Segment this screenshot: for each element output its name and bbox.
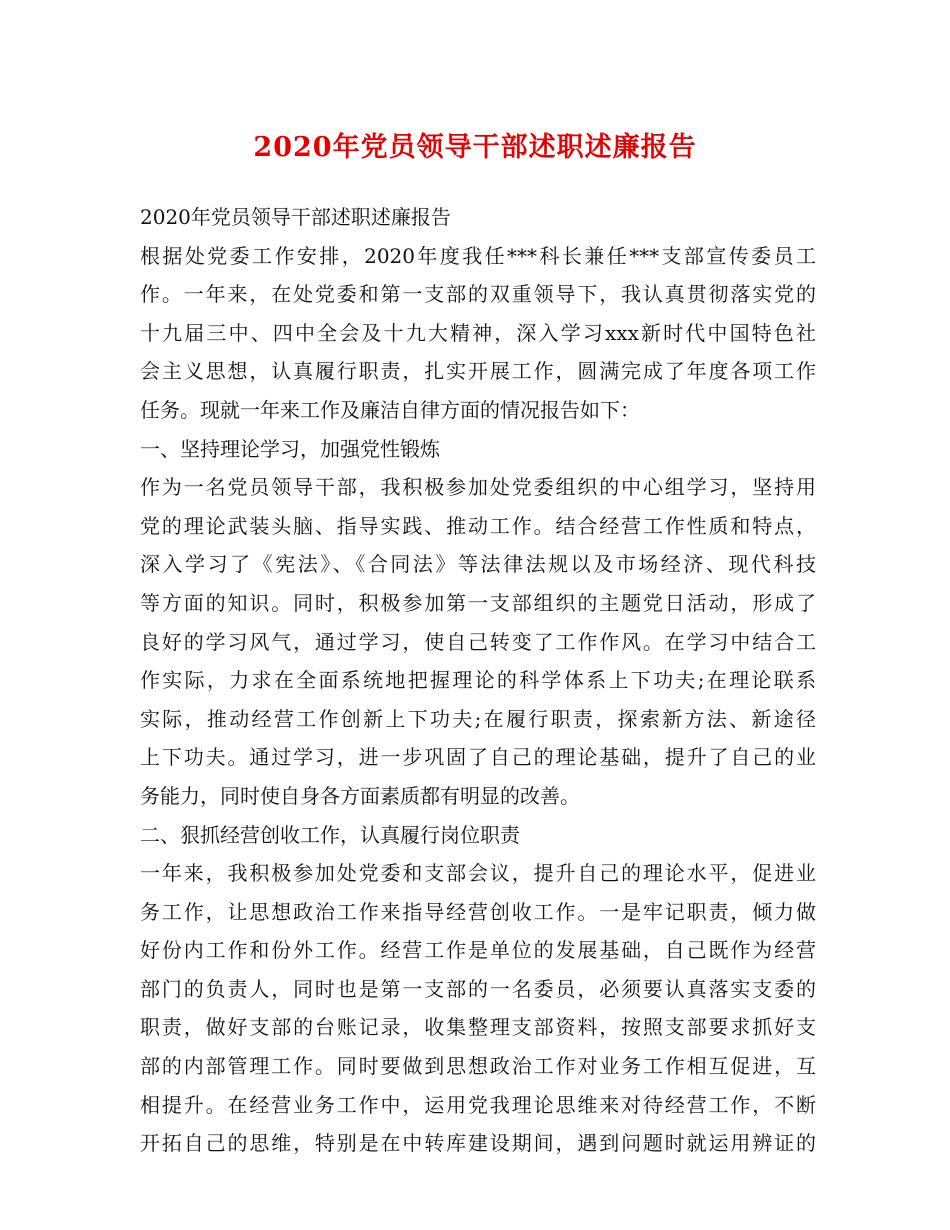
text-line: 相提升。在经营业务工作中，运用党我理论思维来对待经营工作，不断 [140, 1092, 816, 1117]
text-line: 深入学习了《宪法》、《合同法》等法律法规以及市场经济、现代科技 [140, 552, 816, 577]
text-line: 上下功夫。通过学习，进一步巩固了自己的理论基础，提升了自己的业 [140, 745, 816, 770]
text-line: 良好的学习风气，通过学习，使自己转变了工作作风。在学习中结合工 [140, 629, 816, 654]
text-line: 作。一年来，在处党委和第一支部的双重领导下，我认真贯彻落实党的 [140, 282, 816, 307]
text-line: 务工作，让思想政治工作来指导经营创收工作。一是牢记职责，倾力做 [140, 899, 816, 924]
document-body [140, 198, 816, 1163]
text-line: 任务。现就一年来工作及廉洁自律方面的情况报告如下： [140, 397, 640, 422]
text-line: 十九届三中、四中全会及十九大精神，深入学习xxx新时代中国特色社 [140, 320, 816, 345]
text-line: 作为一名党员领导干部，我积极参加处党委组织的中心组学习，坚持用 [140, 475, 816, 500]
text-line: 根据处党委工作安排，2020年度我任***科长兼任***支部宣传委员工 [140, 243, 816, 268]
text-line: 一年来，我积极参加处党委和支部会议，提升自己的理论水平，促进业 [140, 861, 816, 886]
text-line: 好份内工作和份外工作。经营工作是单位的发展基础，自己既作为经营 [140, 938, 816, 963]
text-line: 部的内部管理工作。同时要做到思想政治工作对业务工作相互促进，互 [140, 1054, 816, 1079]
text-line: 等方面的知识。同时，积极参加第一支部组织的主题党日活动，形成了 [140, 590, 816, 615]
text-line: 职责，做好支部的台账记录，收集整理支部资料，按照支部要求抓好支 [140, 1015, 816, 1040]
text-line: 作实际，力求在全面系统地把握理论的科学体系上下功夫;在理论联系 [140, 668, 816, 693]
text-line: 实际，推动经营工作创新上下功夫;在履行职责，探索新方法、新途径 [140, 706, 816, 731]
text-line: 务能力，同时使自身各方面素质都有明显的改善。 [140, 783, 580, 808]
text-line: 开拓自己的思维，特别是在中转库建设期间，遇到问题时就运用辨证的 [140, 1131, 816, 1156]
text-line: 二、狠抓经营创收工作，认真履行岗位职责 [140, 822, 520, 847]
text-line: 2020年党员领导干部述职述廉报告 [140, 205, 451, 229]
text-line: 党的理论武装头脑、指导实践、推动工作。结合经营工作性质和特点， [140, 513, 816, 538]
text-line: 一、坚持理论学习，加强党性锻炼 [140, 436, 440, 461]
text-line: 部门的负责人，同时也是第一支部的一名委员，必须要认真落实支委的 [140, 976, 816, 1001]
text-line: 会主义思想，认真履行职责，扎实开展工作，圆满完成了年度各项工作 [140, 359, 816, 384]
document-title: 2020年党员领导干部述职述廉报告 [253, 132, 697, 163]
